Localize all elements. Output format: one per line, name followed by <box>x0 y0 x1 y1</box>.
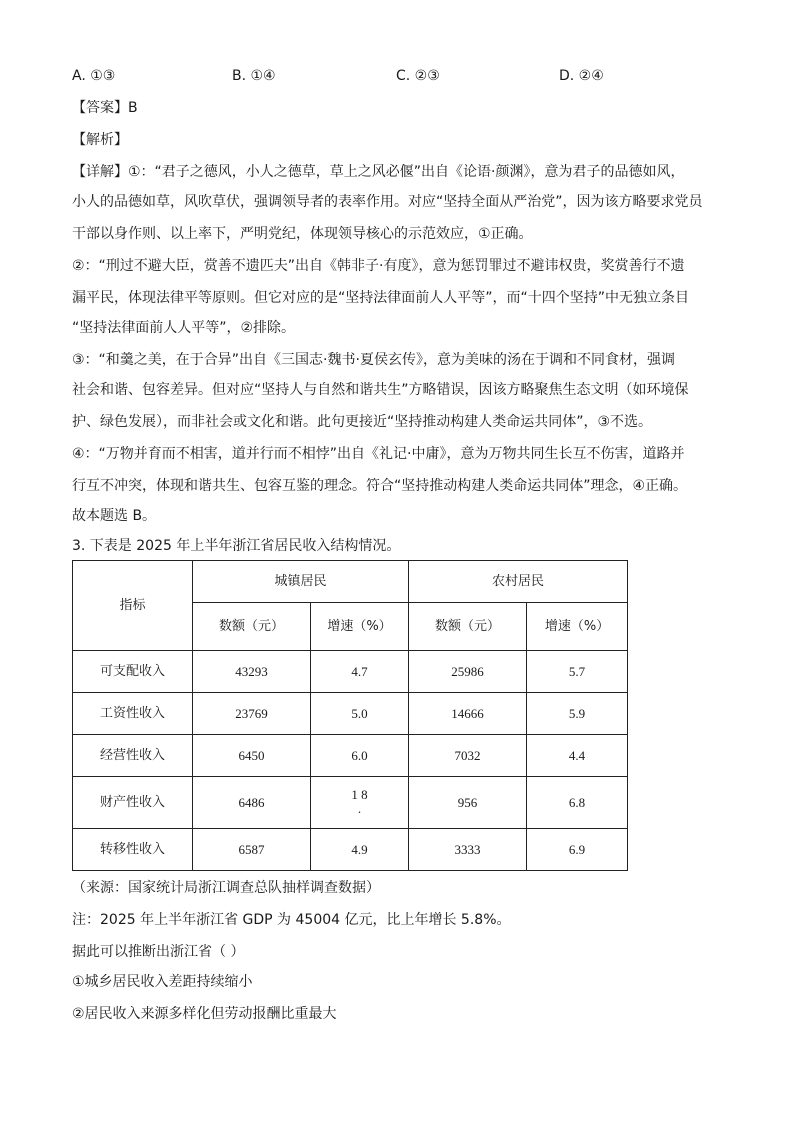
urban-growth <box>311 777 409 829</box>
explanation-line: “坚持法律面前人人平等”，②排除。 <box>72 320 296 336</box>
rural-amount: 25986 <box>409 651 527 693</box>
rural-amount: 956 <box>409 777 527 829</box>
urban-amount: 23769 <box>193 693 311 735</box>
explanation-line: 漏平民，体现法律平等原则。但它对应的是“坚持法律面前人人平等”，而“十四个坚持”中无独立条目 <box>72 290 690 306</box>
income-structure-table <box>72 560 628 871</box>
urban-growth: 4.7 <box>311 651 409 693</box>
explanation-line: 干部以身作则、以上率下，严明党纪，体现领导核心的示范效应，①正确。 <box>72 226 533 242</box>
explanation-line: ③：“和羹之美，在于合异”出自《三国志·魏书·夏侯玄传》，意为美味的汤在于调和不同食材，强调 <box>72 352 675 368</box>
gdp-note: 注：2025 年上半年浙江省 GDP 为 45004 亿元，比上年增长 5.8%。 <box>72 912 511 928</box>
subheader-urban-growth: 增速（%） <box>311 603 409 651</box>
conclusion-line: 故本题选 B。 <box>72 508 157 524</box>
row-label: 工资性收入 <box>73 693 193 735</box>
urban-growth: 5.0 <box>311 693 409 735</box>
rural-growth: 5.7 <box>527 651 628 693</box>
urban-growth: 6.0 <box>311 735 409 777</box>
row-label: 可支配收入 <box>73 651 193 693</box>
urban-amount: 6486 <box>193 777 311 829</box>
rural-growth: 6.8 <box>527 777 628 829</box>
row-label: 转移性收入 <box>73 829 193 871</box>
explanation-line: 护、绿色发展），而非社会或文化和谐。此句更接近“坚持推动构建人类命运共同体”，③不选。 <box>72 414 653 430</box>
urban-amount: 43293 <box>193 651 311 693</box>
explanation-line: 【详解】①：“君子之德风，小人之德草，草上之风必偃”出自《论语·颜渊》，意为君子的品德如风， <box>72 164 685 180</box>
rural-growth: 6.9 <box>527 829 628 871</box>
explanation-line: 社会和谐、包容差异。但对应“坚持人与自然和谐共生”方略错误，因该方略聚焦生态文明（如环境保 <box>72 382 689 398</box>
source-note: （来源：国家统计局浙江调查总队抽样调查数据） <box>72 880 380 896</box>
subheader-rural-amount: 数额（元） <box>409 603 527 651</box>
question-stem: 3. 下表是 2025 年上半年浙江省居民收入结构情况。 <box>72 538 401 554</box>
header-rural: 农村居民 <box>409 561 628 603</box>
table-row <box>73 829 628 871</box>
explanation-line: 小人的品德如草，风吹草伏，强调领导者的表率作用。对应“坚持全面从严治党”，因为该方略要求党员 <box>72 194 703 210</box>
answer-line: 【答案】B <box>72 100 138 116</box>
subheader-urban-amount: 数额（元） <box>193 603 311 651</box>
explanation-line: ②：“刑过不避大臣，赏善不遗匹夫”出自《韩非子·有度》，意为惩罚罪过不避讳权贵，奖赏善行不遗 <box>72 258 685 274</box>
table-row <box>73 777 628 829</box>
subheader-rural-growth: 增速（%） <box>527 603 628 651</box>
statement-1: ①城乡居民收入差距持续缩小 <box>72 974 253 990</box>
option-a: A. ①③ <box>72 68 116 84</box>
statement-2: ②居民收入来源多样化但劳动报酬比重最大 <box>72 1006 337 1022</box>
option-d: D. ②④ <box>559 68 604 84</box>
explanation-line: ④：“万物并育而不相害，道并行而不相悖”出自《礼记·中庸》，意为万物共同生长互不伤害，道路并 <box>72 446 685 462</box>
urban-amount: 6450 <box>193 735 311 777</box>
rural-amount: 7032 <box>409 735 527 777</box>
urban-growth-value: 1 8 . <box>351 786 368 816</box>
header-indicator: 指标 <box>73 561 193 651</box>
table-row <box>73 693 628 735</box>
explanation-line: 行互不冲突，体现和谐共生、包容互鉴的理念。符合“坚持推动构建人类命运共同体”理念，④正确。 <box>72 478 688 494</box>
question-prompt: 据此可以推断出浙江省（ ） <box>72 944 245 960</box>
row-label: 经营性收入 <box>73 735 193 777</box>
rural-growth: 5.9 <box>527 693 628 735</box>
header-urban: 城镇居民 <box>193 561 409 603</box>
analysis-label: 【解析】 <box>72 132 128 148</box>
table-row <box>73 651 628 693</box>
rural-growth: 4.4 <box>527 735 628 777</box>
table-row <box>73 735 628 777</box>
urban-amount: 6587 <box>193 829 311 871</box>
row-label: 财产性收入 <box>73 777 193 829</box>
option-b: B. ①④ <box>232 68 276 84</box>
urban-growth: 4.9 <box>311 829 409 871</box>
rural-amount: 14666 <box>409 693 527 735</box>
rural-amount: 3333 <box>409 829 527 871</box>
option-c: C. ②③ <box>396 68 440 84</box>
